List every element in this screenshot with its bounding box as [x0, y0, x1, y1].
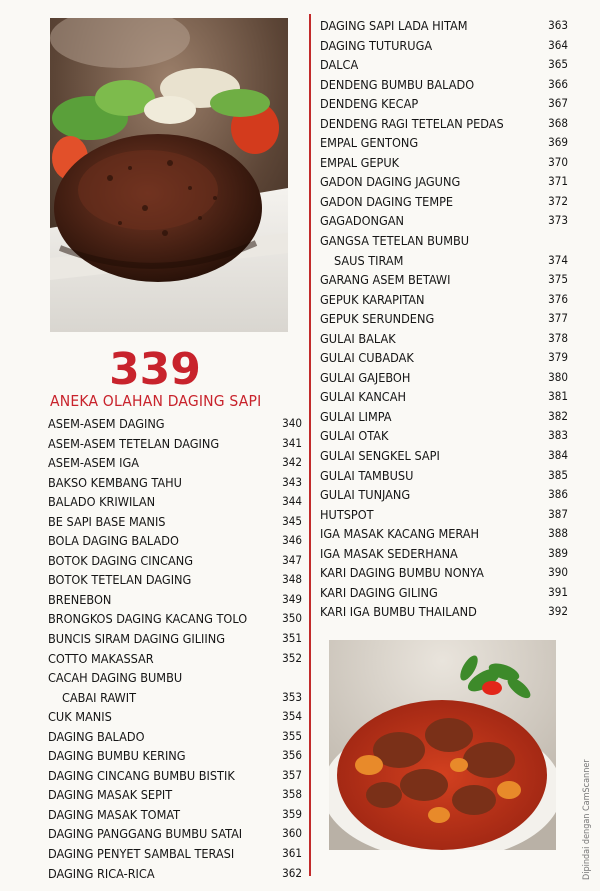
recipe-name: DAGING CINCANG BUMBU BISTIK [48, 767, 235, 783]
recipe-name: GULAI OTAK [320, 428, 389, 444]
recipe-name: ASEM-ASEM DAGING [48, 416, 165, 431]
index-entry [320, 387, 568, 407]
recipe-name: IGA MASAK KACANG MERAH [320, 526, 480, 542]
page-number: 389 [548, 545, 568, 560]
recipe-name: BRONGKOS DAGING KACANG TOLO [48, 611, 248, 627]
page-number: 382 [548, 408, 568, 423]
page-number: 354 [282, 709, 302, 724]
page-number: 364 [548, 37, 568, 52]
index-entry [320, 251, 568, 271]
page-number: 361 [282, 846, 302, 861]
index-entry [320, 114, 568, 134]
index-entry [48, 590, 302, 610]
page-number: 378 [548, 330, 568, 345]
index-entry [320, 270, 568, 290]
index-entry [48, 746, 302, 766]
index-entry [48, 609, 302, 629]
recipe-name: DAGING BUMBU KERING [48, 748, 186, 764]
recipe-count: 339 [109, 344, 201, 395]
page-number: 387 [548, 506, 568, 521]
page-number: 388 [548, 526, 568, 541]
index-entry [48, 570, 302, 590]
page-number: 352 [282, 650, 302, 665]
page-number: 345 [282, 513, 302, 528]
page-number: 346 [282, 533, 302, 548]
recipe-name: GEPUK KARAPITAN [320, 291, 425, 307]
page-number: 343 [282, 474, 302, 489]
index-entry [48, 414, 302, 434]
page-number: 350 [282, 611, 302, 626]
recipe-name: GANGSA TETELAN BUMBU [320, 233, 470, 249]
recipe-name: GULAI SENGKEL SAPI [320, 448, 440, 464]
recipe-index-right-column [320, 16, 568, 622]
index-entry [320, 348, 568, 368]
page-number: 344 [282, 494, 302, 509]
page-number: 372 [548, 193, 568, 208]
recipe-name: HUTSPOT [320, 506, 374, 522]
page-number: 365 [548, 57, 568, 72]
page-number: 357 [282, 767, 302, 782]
page-number: 348 [282, 572, 302, 587]
page-number: 386 [548, 487, 568, 502]
recipe-name: CUK MANIS [48, 709, 112, 725]
index-entry [48, 649, 302, 669]
page-number: 368 [548, 115, 568, 130]
index-entry [48, 512, 302, 532]
recipe-name: GEPUK SERUNDENG [320, 311, 435, 327]
page-number: 340 [282, 416, 302, 430]
index-entry [48, 473, 302, 493]
index-entry [320, 55, 568, 75]
page-number: 391 [548, 584, 568, 599]
page-number: 342 [282, 455, 302, 470]
recipe-name: COTTO MAKASSAR [48, 650, 154, 666]
recipe-name: BUNCIS SIRAM DAGING GILIING [48, 631, 225, 647]
recipe-name: DAGING MASAK SEPIT [48, 787, 173, 803]
page-number: 377 [548, 311, 568, 326]
index-entry [320, 153, 568, 173]
recipe-name: BOLA DAGING BALADO [48, 533, 179, 549]
index-entry [320, 94, 568, 114]
page-number: 351 [282, 631, 302, 646]
recipe-name: DAGING TUTURUGA [320, 37, 433, 53]
recipe-name: BOTOK DAGING CINCANG [48, 552, 193, 568]
recipe-name: DAGING SAPI LADA HITAM [320, 18, 468, 33]
page-number: 376 [548, 291, 568, 306]
grilled-beef-patty-photo [50, 18, 288, 332]
page-number: 385 [548, 467, 568, 482]
index-entry [320, 172, 568, 192]
index-entry [320, 466, 568, 486]
recipe-name: BALADO KRIWILAN [48, 494, 156, 510]
index-entry [320, 192, 568, 212]
recipe-name: GULAI KANCAH [320, 389, 406, 405]
recipe-name: GAGADONGAN [320, 213, 404, 229]
index-entry [320, 426, 568, 446]
page-number: 359 [282, 806, 302, 821]
index-entry [320, 329, 568, 349]
page-number: 369 [548, 135, 568, 150]
recipe-index-left-column [48, 414, 302, 883]
page-number: 373 [548, 213, 568, 228]
recipe-name: DAGING PANGGANG BUMBU SATAI [48, 826, 243, 842]
page-number: 347 [282, 552, 302, 567]
index-entry [320, 133, 568, 153]
page-number: 371 [548, 174, 568, 189]
page-number: 341 [282, 435, 302, 450]
recipe-name: EMPAL GENTONG [320, 135, 419, 151]
index-entry [48, 668, 302, 688]
page-number: 360 [282, 826, 302, 841]
index-entry [320, 485, 568, 505]
recipe-name: GARANG ASEM BETAWI [320, 272, 451, 288]
index-entry [320, 36, 568, 56]
page-number: 356 [282, 748, 302, 763]
page-number: 374 [548, 252, 568, 267]
index-entry [48, 551, 302, 571]
page-number: 384 [548, 448, 568, 463]
recipe-name: ASEM-ASEM TETELAN DAGING [48, 435, 220, 451]
index-entry [320, 544, 568, 564]
index-entry [320, 602, 568, 622]
page-number: 362 [282, 865, 302, 880]
index-entry [48, 766, 302, 786]
page-number: 383 [548, 428, 568, 443]
recipe-name: CACAH DAGING BUMBU [48, 670, 183, 686]
index-entry [48, 688, 302, 708]
recipe-name: GULAI LIMPA [320, 408, 392, 424]
recipe-name: IGA MASAK SEDERHANA [320, 545, 458, 561]
recipe-name: BE SAPI BASE MANIS [48, 513, 166, 529]
index-entry [320, 524, 568, 544]
index-entry [48, 785, 302, 805]
recipe-name: KARI DAGING BUMBU NONYA [320, 565, 484, 581]
page-number: 380 [548, 369, 568, 384]
recipe-name: GADON DAGING TEMPE [320, 193, 454, 209]
index-entry [320, 75, 568, 95]
recipe-name: EMPAL GEPUK [320, 154, 400, 170]
column-divider [309, 14, 311, 876]
page-number: 375 [548, 272, 568, 287]
index-entry [48, 453, 302, 473]
recipe-name: GULAI TAMBUSU [320, 467, 414, 483]
beef-stew-illustration [329, 640, 556, 850]
page-number: 390 [548, 565, 568, 580]
page-number: 366 [548, 76, 568, 91]
index-entry [48, 864, 302, 884]
index-entry [320, 583, 568, 603]
page-number: 367 [548, 96, 568, 111]
index-entry [48, 707, 302, 727]
recipe-name: DAGING RICA-RICA [48, 865, 155, 881]
index-entry [48, 824, 302, 844]
index-entry [320, 505, 568, 525]
index-entry [320, 446, 568, 466]
recipe-name: DENDENG RAGI TETELAN PEDAS [320, 115, 504, 131]
page-number: 379 [548, 350, 568, 365]
index-entry [320, 368, 568, 388]
page-number: 353 [282, 689, 302, 704]
recipe-name: SAUS TIRAM [334, 252, 404, 268]
recipe-name: ASEM-ASEM IGA [48, 455, 140, 471]
index-entry [48, 531, 302, 551]
recipe-name: GULAI GAJEBOH [320, 369, 411, 385]
index-entry [320, 563, 568, 583]
recipe-name: DALCA [320, 57, 359, 73]
index-entry [320, 290, 568, 310]
section-title: ANEKA OLAHAN DAGING SAPI [50, 392, 262, 410]
recipe-name: DAGING MASAK TOMAT [48, 806, 181, 822]
page-number: 392 [548, 604, 568, 619]
page-number: 358 [282, 787, 302, 802]
index-entry [48, 844, 302, 864]
index-entry [48, 727, 302, 747]
page-number: 370 [548, 154, 568, 169]
recipe-name: GULAI BALAK [320, 330, 396, 346]
recipe-name: GULAI TUNJANG [320, 487, 411, 503]
page-number: 381 [548, 389, 568, 404]
grilled-beef-patty-illustration [50, 18, 288, 332]
page-number: 355 [282, 728, 302, 743]
index-entry [48, 629, 302, 649]
recipe-name: GADON DAGING JAGUNG [320, 174, 461, 190]
recipe-name: DAGING PENYET SAMBAL TERASI [48, 846, 235, 862]
recipe-name: KARI DAGING GILING [320, 584, 438, 600]
index-entry [320, 309, 568, 329]
index-entry [320, 231, 568, 251]
page-number: 363 [548, 18, 568, 32]
recipe-name: BRENEBON [48, 591, 112, 607]
index-entry [320, 211, 568, 231]
recipe-name: DAGING BALADO [48, 728, 145, 744]
recipe-name: CABAI RAWIT [62, 689, 136, 705]
index-entry [48, 492, 302, 512]
recipe-name: KARI IGA BUMBU THAILAND [320, 604, 477, 620]
page-number: 349 [282, 591, 302, 606]
index-entry [320, 407, 568, 427]
index-entry [320, 16, 568, 36]
beef-stew-photo [329, 640, 556, 850]
recipe-name: BAKSO KEMBANG TAHU [48, 474, 182, 490]
index-entry [48, 805, 302, 825]
scanner-watermark: Dipindai dengan CamScanner [582, 759, 592, 880]
index-entry [48, 434, 302, 454]
recipe-name: DENDENG BUMBU BALADO [320, 76, 475, 92]
recipe-name: GULAI CUBADAK [320, 350, 414, 366]
recipe-name: BOTOK TETELAN DAGING [48, 572, 192, 588]
recipe-name: DENDENG KECAP [320, 96, 419, 112]
